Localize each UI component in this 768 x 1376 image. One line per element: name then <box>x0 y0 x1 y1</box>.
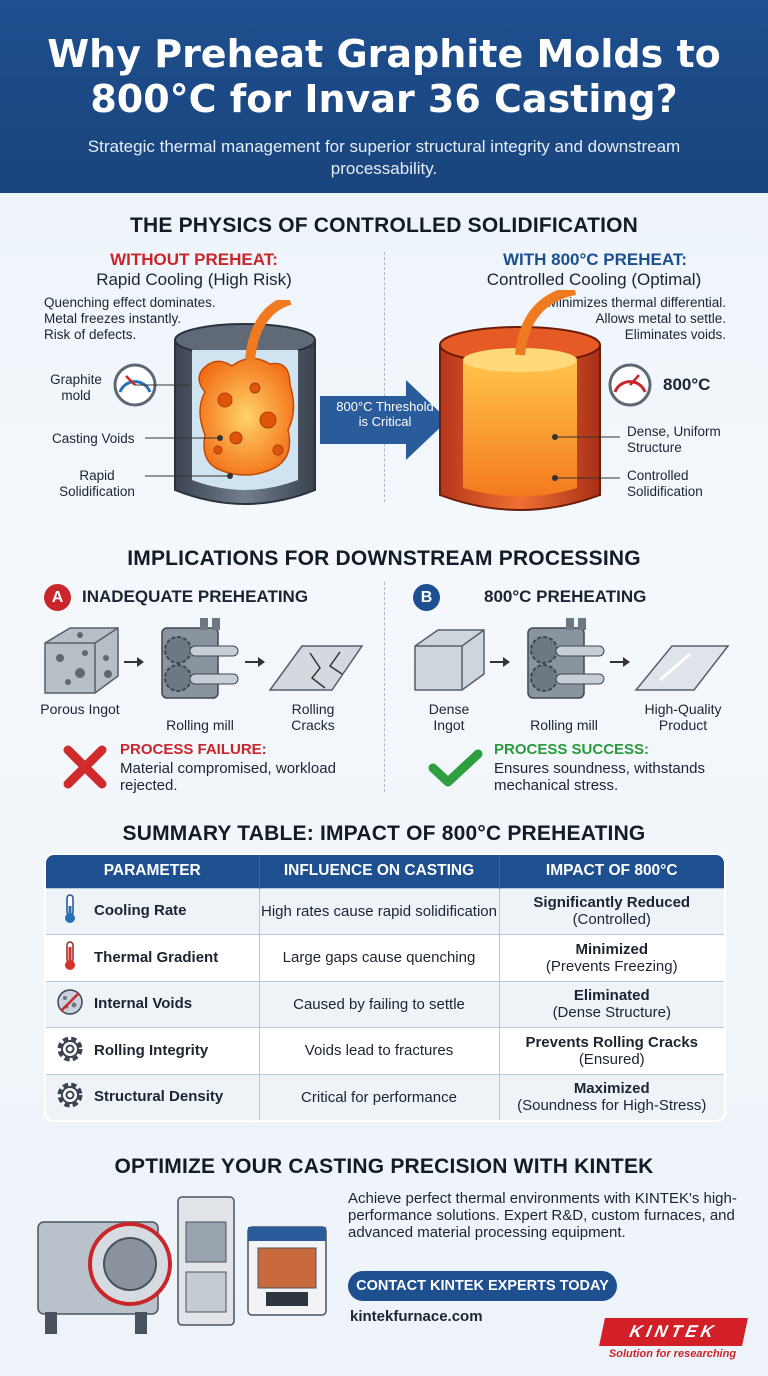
influence-cell: High rates cause rapid solidification <box>259 888 499 935</box>
gear-icon <box>54 1034 86 1068</box>
param-cell: Cooling Rate <box>45 888 259 935</box>
implications-divider <box>384 582 385 792</box>
no-voids-icon <box>54 988 86 1020</box>
table-header-row <box>45 854 725 888</box>
success-check-icon <box>428 748 484 788</box>
page-subtitle: Strategic thermal management for superior structural integrity and downstream processability. <box>87 137 681 178</box>
influence-cell: Critical for performance <box>259 1074 499 1121</box>
failure-x-icon <box>62 744 108 790</box>
contact-experts-button[interactable]: CONTACT KINTEK EXPERTS TODAY <box>348 1271 617 1301</box>
influence-cell: Voids lead to fractures <box>259 1028 499 1075</box>
summary-section-title: SUMMARY TABLE: IMPACT OF 800°C PREHEATING <box>122 822 646 845</box>
furnace-equipment-illustration <box>30 1192 340 1342</box>
inadequate-heading: INADEQUATE PREHEATING <box>82 587 309 606</box>
preheat-800-heading: 800°C PREHEATING <box>484 587 647 606</box>
influence-cell: Caused by failing to settle <box>259 981 499 1028</box>
col-header-influence: INFLUENCE ON CASTING <box>259 854 499 888</box>
influence-cell: Large gaps cause quenching <box>259 935 499 982</box>
col-header-impact: IMPACT OF 800°C <box>499 854 725 888</box>
brand-tagline: Solution for researching <box>608 1348 737 1360</box>
table-row <box>45 935 725 982</box>
process-success-title: PROCESS SUCCESS: <box>494 741 650 758</box>
controlled-solidification-label: Controlled Solidification <box>627 468 703 499</box>
rolling-cracks-label: Rolling Cracks <box>291 701 335 733</box>
preheat-temp-readout: 800°C <box>663 375 711 394</box>
with-preheat-description: Minimizes thermal differential. Allows metal to settle. Eliminates voids. <box>547 295 726 342</box>
cta-section-title: OPTIMIZE YOUR CASTING PRECISION WITH KINTEK <box>114 1155 654 1178</box>
param-cell: Thermal Gradient <box>45 935 259 982</box>
param-cell: Rolling Integrity <box>45 1028 259 1075</box>
table-row <box>45 981 725 1028</box>
with-preheat-heading: WITH 800°C PREHEAT: <box>502 250 688 269</box>
badge-b: B <box>413 584 440 611</box>
website-link[interactable]: kintekfurnace.com <box>350 1308 483 1325</box>
gear-icon <box>54 1080 86 1114</box>
kintek-logo: KINTEK <box>599 1318 748 1346</box>
table-row <box>45 1028 725 1075</box>
process-success-text: Ensures soundness, withstands mechanical stress. <box>494 760 705 794</box>
header-banner <box>0 0 768 193</box>
physics-section-title: THE PHYSICS OF CONTROLLED SOLIDIFICATION <box>129 214 639 237</box>
impact-cell: Minimized (Prevents Freezing) <box>499 935 725 982</box>
failure-process-flow <box>40 618 370 703</box>
porous-ingot-label: Porous Ingot <box>40 701 120 717</box>
rapid-solidification-label: Rapid Solidification <box>59 468 135 499</box>
impact-cell: Prevents Rolling Cracks (Ensured) <box>499 1028 725 1075</box>
param-cell: Structural Density <box>45 1074 259 1121</box>
without-preheat-heading: WITHOUT PREHEAT: <box>110 250 278 269</box>
cta-description: Achieve perfect thermal environments with KINTEK's high-performance solutions. Expert R&D, custom furnaces, and advanced material processing equipment. <box>348 1190 737 1241</box>
param-cell: Internal Voids <box>45 981 259 1028</box>
dense-ingot-label: Dense Ingot <box>428 701 470 733</box>
process-failure-title: PROCESS FAILURE: <box>120 741 267 758</box>
thermometer-cold-icon <box>54 894 86 928</box>
table-row <box>45 888 725 935</box>
thermometer-hot-icon <box>54 941 86 975</box>
implications-section-title: IMPLICATIONS FOR DOWNSTREAM PROCESSING <box>127 547 641 570</box>
casting-voids-label: Casting Voids <box>52 431 135 446</box>
with-preheat-subheading: Controlled Cooling (Optimal) <box>486 270 702 289</box>
high-quality-product-label: High-Quality Product <box>644 701 722 733</box>
graphite-mold-label: Graphite mold <box>50 372 102 403</box>
badge-a: A <box>44 584 71 611</box>
summary-table <box>44 853 726 1122</box>
dense-structure-label: Dense, Uniform Structure <box>627 424 721 455</box>
without-preheat-subheading: Rapid Cooling (High Risk) <box>96 270 292 289</box>
without-preheat-description: Quenching effect dominates. Metal freezes instantly. Risk of defects. <box>44 295 216 342</box>
rolling-mill-label-a: Rolling mill <box>166 717 234 733</box>
rolling-mill-label-b: Rolling mill <box>530 717 598 733</box>
process-failure-text: Material compromised, workload rejected. <box>120 760 336 794</box>
table-row <box>45 1074 725 1121</box>
impact-cell: Eliminated (Dense Structure) <box>499 981 725 1028</box>
impact-cell: Maximized (Soundness for High-Stress) <box>499 1074 725 1121</box>
impact-cell: Significantly Reduced (Controlled) <box>499 888 725 935</box>
col-header-parameter: PARAMETER <box>45 854 259 888</box>
page-title: Why Preheat Graphite Molds to 800°C for Invar 36 Casting? <box>47 32 721 121</box>
physics-divider <box>384 252 385 502</box>
success-process-flow <box>410 618 740 703</box>
threshold-arrow-label: 800°C Threshold is Critical <box>336 399 434 429</box>
